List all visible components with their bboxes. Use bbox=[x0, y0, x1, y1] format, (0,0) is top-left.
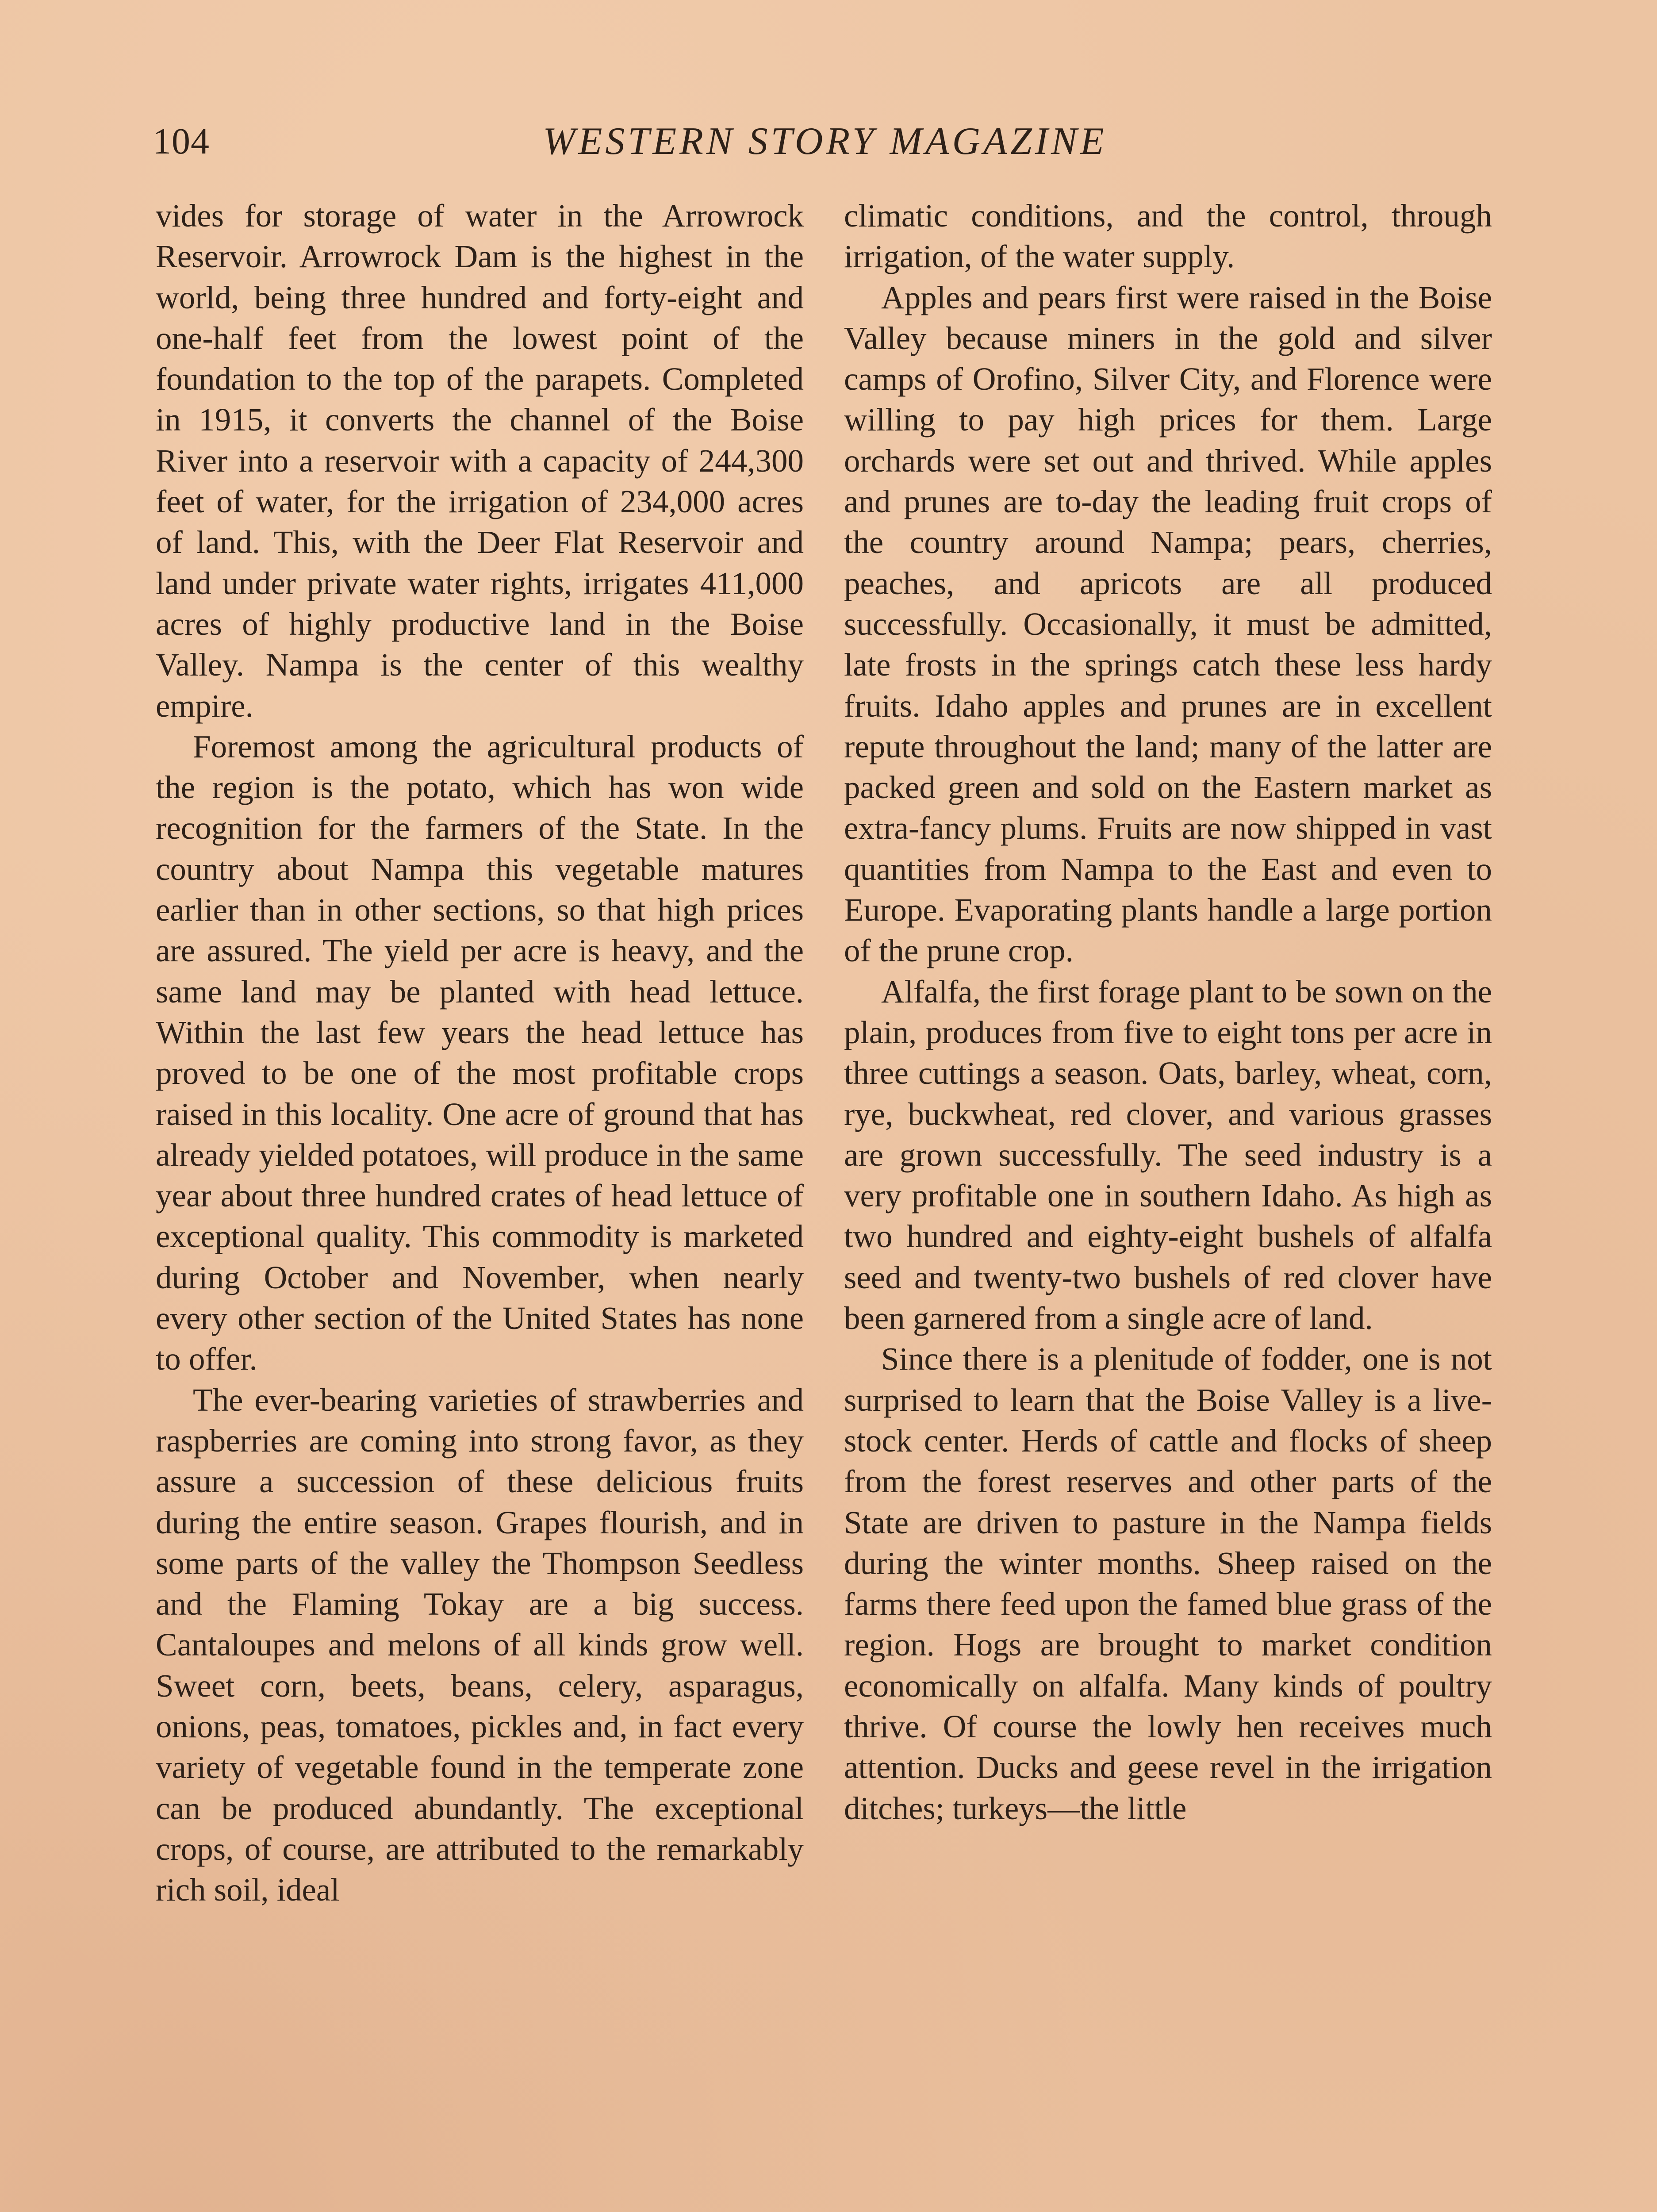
paragraph: Since there is a plenitude of fodder, one is not surprised to learn that the Boise Valley is a live-stock center. Herds of cattle and flocks of sheep from the forest reserves and other parts of the State are driven to pasture in the Nampa fields during the winter months. Sheep raised on the farms there feed upon the famed blue grass of the region. Hogs are brought to market condition economically on alfalfa. Many kinds of poultry thrive. Of course the lowly hen receives much attention. Ducks and geese revel in the irrigation ditches; turkeys—the little bbox=[844, 1341, 1492, 1826]
running-title: WESTERN STORY MAGAZINE bbox=[543, 120, 1107, 163]
paragraph: vides for storage of water in the Arrowrock Reservoir. Arrowrock Dam is the highest in the world, being three hundred and forty-eight and one-half feet from the lowest point of the foundation to the top of the parapets. Completed in 1915, it converts the channel of the Boise River into a reservoir with a capacity of 244,300 feet of water, for the irrigation of 234,000 acres of land. This, with the Deer Flat Reservoir and land under private water rights, irrigates 411,000 acres of highly productive land in the Boise Valley. Nampa is the center of this wealthy empire. bbox=[156, 198, 804, 724]
paragraph: Apples and pears first were raised in the Boise Valley because miners in the gold and silver camps of Orofino, Silver City, and Florence were willing to pay high prices for them. Large orchards were set out and thrived. While apples and prunes are to-day the leading fruit crops of the country around Nampa; pears, cherries, peaches, and apricots are all produced successfully. Occasionally, it must be admitted, late frosts in the springs catch these less hardy fruits. Idaho apples and prunes are in excellent repute throughout the land; many of the latter are packed green and sold on the Eastern market as extra-fancy plums. Fruits are now shipped in vast quantities from Nampa to the East and even to Europe. Evaporating plants handle a large portion of the prune crop. bbox=[844, 279, 1492, 969]
paragraph: climatic conditions, and the control, through irrigation, of the water supply. bbox=[844, 198, 1492, 275]
right-column bbox=[844, 196, 1492, 1829]
left-column bbox=[156, 196, 804, 1910]
paragraph: The ever-bearing varieties of strawberries and raspberries are coming into strong favor, as they assure a succession of these delicious fruits during the entire season. Grapes flourish, and in some parts of the valley the Thompson Seedless and the Flaming Tokay are a big success. Cantaloupes and melons of all kinds grow well. Sweet corn, beets, beans, celery, asparagus, onions, peas, tomatoes, pickles and, in fact every variety of vegetable found in the temperate zone can be produced abundantly. The exceptional crops, of course, are attributed to the remarkably rich soil, ideal bbox=[156, 1382, 804, 1908]
page-header bbox=[153, 111, 1497, 173]
page-number: 104 bbox=[153, 121, 210, 162]
paragraph: Foremost among the agricultural products of the region is the potato, which has won wide recognition for the farmers of the State. In the country about Nampa this vegetable matures earlier than in other sections, so that high prices are assured. The yield per acre is heavy, and the same land may be planted with head lettuce. Within the last few years the head lettuce has proved to be one of the most profitable crops raised in this locality. One acre of ground that has already yielded potatoes, will produce in the same year about three hundred crates of head lettuce of exceptional quality. This commodity is marketed during October and November, when nearly every other section of the United States has none to offer. bbox=[156, 728, 804, 1377]
paragraph: Alfalfa, the first forage plant to be sown on the plain, produces from five to eight tons per acre in three cuttings a season. Oats, barley, wheat, corn, rye, buckwheat, red clover, and various grasses are grown successfully. The seed industry is a very profitable one in southern Idaho. As high as two hundred and eighty-eight bushels of alfalfa seed and twenty-two bushels of red clover have been garnered from a single acre of land. bbox=[844, 973, 1492, 1336]
